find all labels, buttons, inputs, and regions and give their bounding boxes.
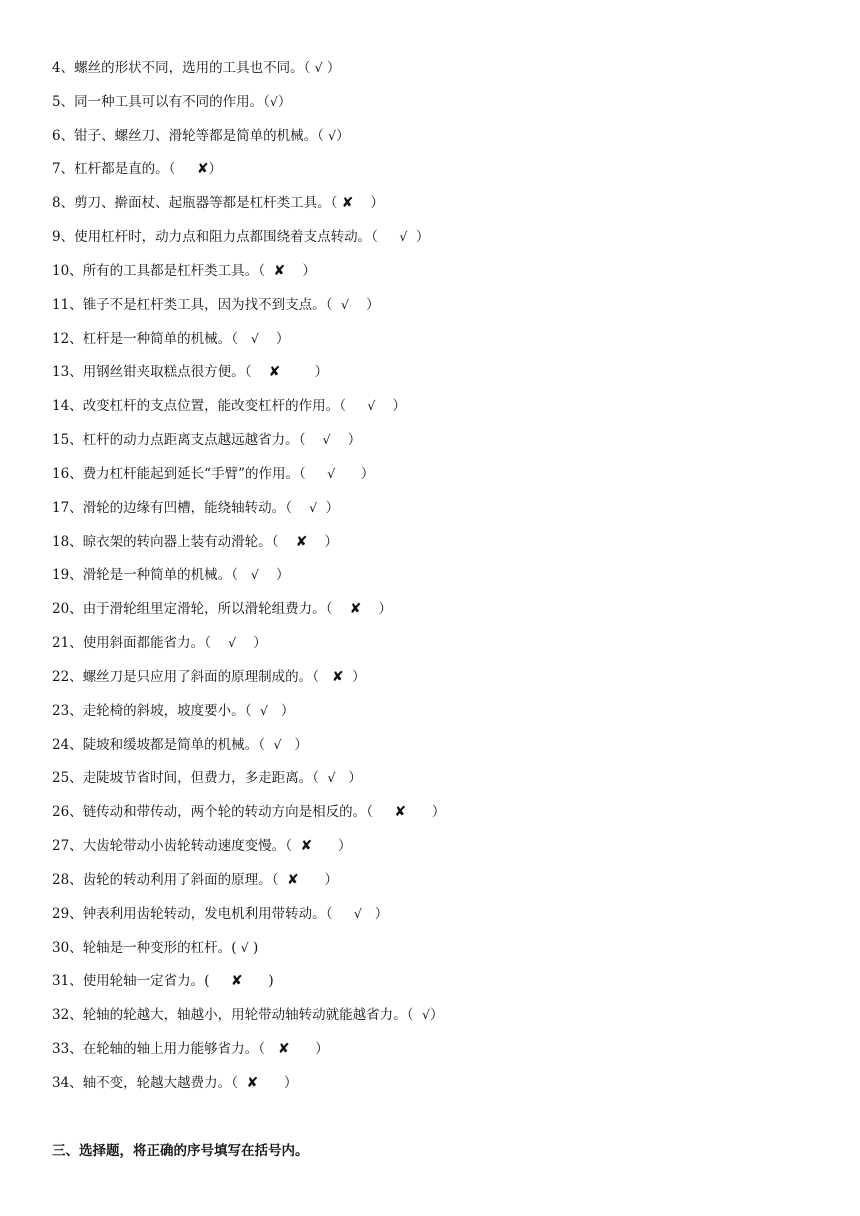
answer-bracket-close: ） [406, 804, 446, 820]
answer-bracket-close: ） [353, 195, 385, 211]
question-statement: 轮轴的轮越大，轴越小，用轮带动轴转动就能越省力。 [82, 1007, 407, 1023]
question-number: 17、 [52, 500, 83, 516]
answer-bracket-close: ） [330, 432, 362, 448]
question-number: 33、 [52, 1041, 83, 1057]
question-statement: 滑轮的边缘有凹槽，能绕轴转动。 [82, 500, 286, 516]
question-item [52, 834, 352, 858]
question-item [52, 699, 294, 723]
question-statement: 由于滑轮组里定滑轮，所以滑轮组费力。 [82, 601, 326, 617]
answer-bracket-close: ） [343, 669, 366, 685]
answer-bracket-close: ） [430, 1007, 444, 1023]
question-statement: 杠杆都是直的。 [74, 161, 169, 177]
question-number: 10、 [52, 263, 83, 279]
question-number: 21、 [52, 635, 83, 651]
question-item [52, 428, 361, 452]
question-number: 24、 [52, 737, 83, 753]
question-number: 12、 [52, 331, 83, 347]
question-item [52, 766, 362, 790]
question-item [52, 259, 316, 283]
cross-mark-icon: ✘ [331, 669, 344, 685]
question-item [52, 394, 406, 418]
answer-bracket-open: （ [406, 1007, 423, 1023]
question-statement: 轴不变，轮越大越费力。 [82, 1075, 232, 1091]
question-number: 20、 [52, 601, 83, 617]
question-item [52, 800, 445, 824]
check-mark-icon: √ [250, 331, 259, 346]
question-number: 19、 [52, 567, 83, 583]
question-number: 26、 [52, 804, 83, 820]
cross-mark-icon: ✘ [273, 263, 286, 279]
question-number: 32、 [52, 1007, 83, 1023]
answer-bracket-close: ） [258, 331, 290, 347]
answer-bracket-close: ） [375, 398, 407, 414]
answer-bracket-open: （ [231, 331, 251, 347]
answer-bracket-close: ) [242, 973, 274, 989]
answer-bracket-open: （ [325, 297, 342, 313]
question-item [52, 665, 366, 689]
question-number: 23、 [52, 703, 83, 719]
question-item [52, 936, 258, 960]
cross-mark-icon: ✘ [300, 838, 313, 854]
question-number: 4、 [52, 60, 75, 76]
answer-bracket-open: （ [258, 737, 274, 753]
answer-bracket-close: ） [289, 1041, 329, 1057]
answer-bracket-open: （ [271, 534, 296, 550]
check-mark-icon: √ [269, 94, 278, 109]
question-item [52, 902, 388, 926]
answer-bracket-open: （ [339, 398, 368, 414]
cross-mark-icon: ✘ [287, 872, 299, 888]
answer-bracket-open: ( [204, 973, 231, 989]
cross-mark-icon: ✘ [196, 161, 209, 177]
question-statement: 齿轮的转动利用了斜面的原理。 [82, 872, 272, 888]
question-number: 8、 [52, 195, 75, 211]
question-number: 30、 [52, 940, 83, 956]
answer-bracket-close: ） [349, 297, 380, 313]
question-statement: 使用轮轴一定省力。 [82, 973, 205, 989]
question-item [52, 1003, 444, 1027]
answer-bracket-open: （ [244, 703, 261, 719]
answer-bracket-open: （ [285, 500, 310, 516]
question-statement: 同一种工具可以有不同的作用。 [74, 94, 264, 110]
answer-bracket-open: （ [330, 195, 342, 211]
question-item [52, 733, 308, 757]
answer-bracket-close: ） [281, 737, 308, 753]
check-mark-icon: √ [250, 567, 259, 582]
check-mark-icon: √ [228, 635, 237, 650]
cross-mark-icon: ✘ [349, 601, 362, 617]
answer-bracket-close: ） [322, 60, 341, 76]
answer-bracket-close: ） [336, 128, 350, 144]
answer-bracket-open: （ [263, 94, 270, 110]
answer-bracket-close: ） [317, 500, 340, 516]
check-mark-icon: √ [399, 229, 408, 244]
answer-bracket-open: （ [231, 1075, 247, 1091]
question-statement: 链传动和带传动，两个轮的转动方向是相反的。 [82, 804, 367, 820]
question-number: 18、 [52, 534, 83, 550]
answer-bracket-close: ） [236, 635, 267, 651]
question-item [52, 868, 338, 892]
answer-bracket-open: （ [298, 432, 323, 448]
answer-bracket-open: （ [312, 669, 332, 685]
question-statement: 使用杠杆时，动力点和阻力点都围绕着支点转动。 [74, 229, 372, 245]
question-number: 29、 [52, 906, 83, 922]
answer-bracket-close: ） [361, 601, 393, 617]
question-statement: 在轮轴的轴上用力能够省力。 [82, 1041, 259, 1057]
answer-bracket-open: （ [204, 635, 229, 651]
answer-bracket-open: （ [285, 838, 301, 854]
question-statement: 改变杠杆的支点位置，能改变杠杆的作用。 [82, 398, 340, 414]
question-number: 31、 [52, 973, 83, 989]
question-statement: 走陡坡节省时间，但费力，多走距离。 [82, 770, 313, 786]
check-mark-icon: √ [260, 703, 268, 718]
question-statement: 剪刀、擀面杖、起瓶器等都是杠杆类工具。 [74, 195, 331, 211]
question-statement: 走轮椅的斜坡，坡度要小。 [82, 703, 245, 719]
answer-bracket-open: （ [271, 872, 288, 888]
question-item [52, 360, 328, 384]
question-item [52, 191, 384, 215]
question-item [52, 1037, 329, 1061]
answer-bracket-close: ） [312, 838, 352, 854]
question-item [52, 462, 374, 486]
answer-bracket-close: ） [335, 770, 362, 786]
question-number: 14、 [52, 398, 83, 414]
check-mark-icon: √ [322, 432, 331, 447]
cross-mark-icon: ✘ [246, 1075, 259, 1091]
cross-mark-icon: ✘ [277, 1041, 290, 1057]
question-statement: 所有的工具都是杠杆类工具。 [82, 263, 259, 279]
answer-bracket-open: （ [312, 770, 328, 786]
answer-bracket-open: （ [371, 229, 400, 245]
cross-mark-icon: ✘ [230, 973, 243, 989]
question-number: 28、 [52, 872, 83, 888]
question-number: 5、 [52, 94, 75, 110]
check-mark-icon: √ [240, 940, 249, 955]
question-statement: 滑轮是一种简单的机械。 [82, 567, 232, 583]
answer-bracket-open: ( [231, 940, 241, 956]
question-number: 13、 [52, 364, 83, 380]
question-statement: 杠杆是一种简单的机械。 [82, 331, 232, 347]
question-statement: 钟表利用齿轮转动，发电机利用带转动。 [82, 906, 326, 922]
check-mark-icon: √ [327, 466, 336, 481]
answer-bracket-close: ） [407, 229, 430, 245]
question-statement: 螺丝的形状不同，选用的工具也不同。 [74, 60, 304, 76]
question-statement: 大齿轮带动小齿轮转动速度变慢。 [82, 838, 286, 854]
question-statement: 费力杠杆能起到延长“手臂”的作用。 [82, 466, 299, 482]
question-number: 22、 [52, 669, 83, 685]
question-statement: 杠杆的动力点距离支点越远越省力。 [82, 432, 299, 448]
answer-bracket-open: （ [325, 601, 350, 617]
check-mark-icon: √ [327, 770, 336, 785]
answer-bracket-open: （ [258, 1041, 278, 1057]
question-item [52, 124, 350, 148]
question-item [52, 597, 392, 621]
answer-bracket-close: ） [285, 263, 316, 279]
question-number: 7、 [52, 161, 75, 177]
question-statement: 钳子、螺丝刀、滑轮等都是简单的机械。 [74, 128, 318, 144]
answer-bracket-open: （ [325, 906, 354, 922]
answer-bracket-open: （ [303, 60, 315, 76]
question-item [52, 969, 274, 993]
answer-bracket-close: ） [258, 1075, 298, 1091]
question-item [52, 56, 340, 80]
answer-bracket-open: （ [258, 263, 274, 279]
question-number: 27、 [52, 838, 83, 854]
question-statement: 轮轴是一种变形的杠杆。 [82, 940, 232, 956]
check-mark-icon: √ [328, 128, 337, 143]
answer-bracket-open: （ [168, 161, 197, 177]
question-item [52, 496, 339, 520]
answer-bracket-close: ） [335, 466, 375, 482]
answer-bracket-close: ） [298, 872, 339, 888]
question-statement: 用钢丝钳夹取糕点很方便。 [82, 364, 245, 380]
check-mark-icon: √ [309, 500, 318, 515]
question-item [52, 563, 289, 587]
question-number: 34、 [52, 1075, 83, 1091]
question-item [52, 90, 291, 114]
question-statement: 晾衣架的转向器上装有动滑轮。 [82, 534, 272, 550]
answer-bracket-close: ） [361, 906, 389, 922]
check-mark-icon: √ [273, 737, 282, 752]
answer-bracket-open: （ [366, 804, 395, 820]
question-statement: 使用斜面都能省力。 [82, 635, 205, 651]
question-item [52, 225, 429, 249]
question-item [52, 631, 267, 655]
question-number: 11、 [52, 297, 83, 313]
answer-bracket-close: ） [280, 364, 329, 380]
question-statement: 陡坡和缓坡都是简单的机械。 [82, 737, 259, 753]
answer-bracket-close: ) [248, 940, 259, 956]
answer-bracket-open: （ [299, 466, 328, 482]
question-item [52, 530, 338, 554]
answer-bracket-open: （ [231, 567, 251, 583]
question-item [52, 293, 380, 317]
answer-bracket-close: ） [258, 567, 290, 583]
check-mark-icon: √ [353, 906, 362, 921]
cross-mark-icon: ✘ [268, 364, 281, 380]
question-item [52, 157, 222, 181]
answer-bracket-open: （ [317, 128, 329, 144]
answer-bracket-close: ） [277, 94, 292, 110]
question-number: 15、 [52, 432, 83, 448]
question-statement: 螺丝刀是只应用了斜面的原理制成的。 [82, 669, 313, 685]
question-statement: 锥子不是杠杆类工具，因为找不到支点。 [82, 297, 326, 313]
question-number: 16、 [52, 466, 83, 482]
question-number: 9、 [52, 229, 75, 245]
answer-bracket-open: （ [244, 364, 269, 380]
answer-bracket-close: ） [307, 534, 339, 550]
answer-bracket-close: ） [208, 161, 223, 177]
check-mark-icon: √ [422, 1007, 430, 1022]
question-number: 6、 [52, 128, 75, 144]
cross-mark-icon: ✘ [341, 195, 354, 211]
question-item [52, 327, 289, 351]
question-item [52, 1071, 298, 1095]
cross-mark-icon: ✘ [394, 804, 407, 820]
section-heading-multiple-choice: 三、选择题，将正确的序号填写在括号内。 [52, 1143, 309, 1159]
check-mark-icon: √ [314, 60, 323, 75]
check-mark-icon: √ [367, 398, 376, 413]
cross-mark-icon: ✘ [295, 534, 308, 550]
question-number: 25、 [52, 770, 83, 786]
answer-bracket-close: ） [268, 703, 295, 719]
check-mark-icon: √ [341, 297, 349, 312]
